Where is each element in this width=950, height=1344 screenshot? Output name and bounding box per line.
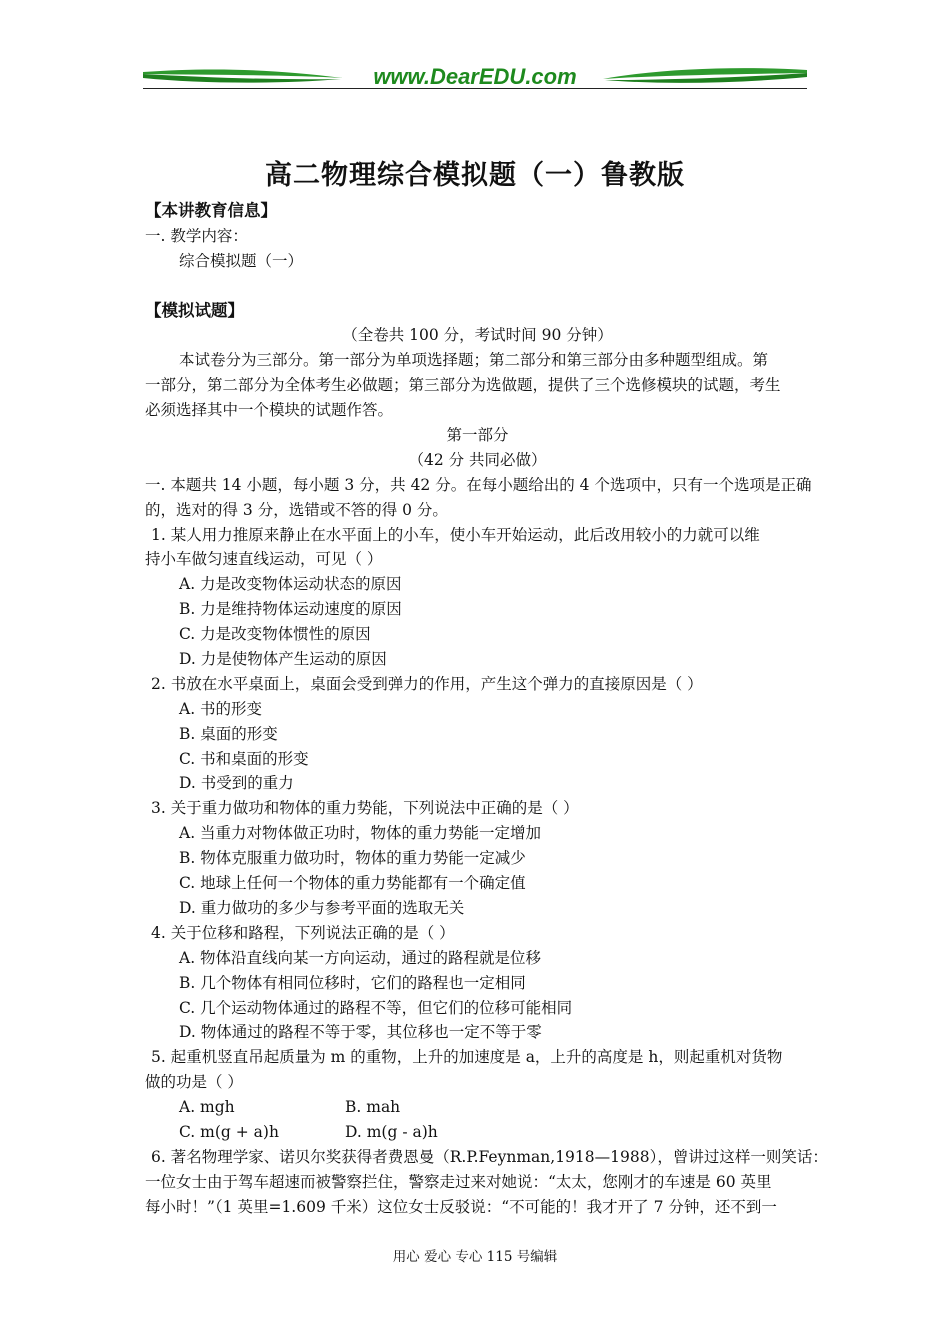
question-stem: 6. 著名物理学家、诺贝尔奖获得者费恩曼（R.P.Feynman,1918—1988），曾讲过这样一则笑话： <box>151 1147 828 1166</box>
question-stem: 做的功是（ ） <box>145 1073 243 1092</box>
document-body <box>145 199 828 1220</box>
section-instructions: 的，选对的得 3 分，选错或不答的得 0 分。 <box>145 500 448 519</box>
question-stem: 每小时！”（1 英里=1.609 千米）这位女士反驳说：“不可能的！我才开了 7 分钟，还不到一 <box>145 1197 777 1216</box>
question-option: A. 当重力对物体做正功时，物体的重力势能一定增加 <box>179 824 542 843</box>
question-option: B. 力是维持物体运动速度的原因 <box>179 600 402 619</box>
question-option: B. mah <box>345 1098 401 1117</box>
question-option: C. m(g + a)h <box>179 1122 279 1141</box>
intro-line: 本试卷分为三部分。第一部分为单项选择题；第二部分和第三部分由多种题型组成。第 <box>179 351 769 370</box>
section-instructions: 一. 本题共 14 小题，每小题 3 分，共 42 分。在每小题给出的 4 个选项中，只有一个选项是正确 <box>145 475 812 494</box>
question-option: A. 书的形变 <box>179 699 263 718</box>
question-option: A. mgh <box>179 1098 235 1117</box>
question-stem: 1. 某人用力推原来静止在水平面上的小车，使小车开始运动，此后改用较小的力就可以维 <box>151 525 760 544</box>
part-title: 第一部分 <box>446 426 509 445</box>
content-label: 一. 教学内容： <box>145 226 248 245</box>
question-option: D. 书受到的重力 <box>179 774 294 793</box>
question-option: D. 力是使物体产生运动的原因 <box>179 650 387 669</box>
exam-meta: （全卷共 100 分，考试时间 90 分钟） <box>342 326 613 345</box>
question-stem: 2. 书放在水平桌面上，桌面会受到弹力的作用，产生这个弹力的直接原因是（ ） <box>151 674 703 693</box>
part-subtitle: （42 分 共同必做） <box>408 450 547 469</box>
question-option: C. 书和桌面的形变 <box>179 749 309 768</box>
question-option: B. 桌面的形变 <box>179 724 278 743</box>
question-stem: 4. 关于位移和路程，下列说法正确的是（ ） <box>151 923 455 942</box>
exam-heading: 【模拟试题】 <box>145 300 244 320</box>
page-title: 高二物理综合模拟题（一）鲁教版 <box>265 160 685 191</box>
option-row <box>145 1120 810 1145</box>
question-option: C. 地球上任何一个物体的重力势能都有一个确定值 <box>179 874 526 893</box>
question-stem: 5. 起重机竖直吊起质量为 m 的重物，上升的加速度是 a，上升的高度是 h，则起重机对货物 <box>151 1048 783 1067</box>
question-option: D. m(g - a)h <box>345 1122 438 1141</box>
question-option: C. 力是改变物体惯性的原因 <box>179 625 371 644</box>
question-option: A. 物体沿直线向某一方向运动，通过的路程就是位移 <box>179 948 542 967</box>
info-heading: 【本讲教育信息】 <box>145 201 277 220</box>
page-footer: 用心 爱心 专心 115 号编辑 <box>392 1249 558 1265</box>
question-stem: 3. 关于重力做功和物体的重力势能，下列说法中正确的是（ ） <box>151 799 579 818</box>
intro-line: 必须选择其中一个模块的试题作答。 <box>145 401 394 420</box>
logo-text: www.DearEDU.com <box>373 64 577 89</box>
question-option: C. 几个运动物体通过的路程不等，但它们的位移可能相同 <box>179 998 573 1017</box>
question-option: D. 物体通过的路程不等于零，其位移也一定不等于零 <box>179 1023 542 1042</box>
question-option: B. 物体克服重力做功时，物体的重力势能一定减少 <box>179 849 526 868</box>
question-option: D. 重力做功的多少与参考平面的选取无关 <box>179 898 465 917</box>
question-stem: 一位女士由于驾车超速而被警察拦住，警察走过来对她说：“太太，您刚才的车速是 60 英里 <box>145 1172 772 1191</box>
question-stem: 持小车做匀速直线运动，可见（ ） <box>145 550 383 569</box>
option-row <box>145 1095 810 1120</box>
intro-line: 一部分，第二部分为全体考生必做题；第三部分为选做题，提供了三个选修模块的试题，考生 <box>145 376 781 395</box>
header-rule <box>143 88 807 89</box>
question-option: B. 几个物体有相同位移时，它们的路程也一定相同 <box>179 973 526 992</box>
question-option: A. 力是改变物体运动状态的原因 <box>179 575 402 594</box>
content-value: 综合模拟题（一） <box>179 251 304 270</box>
